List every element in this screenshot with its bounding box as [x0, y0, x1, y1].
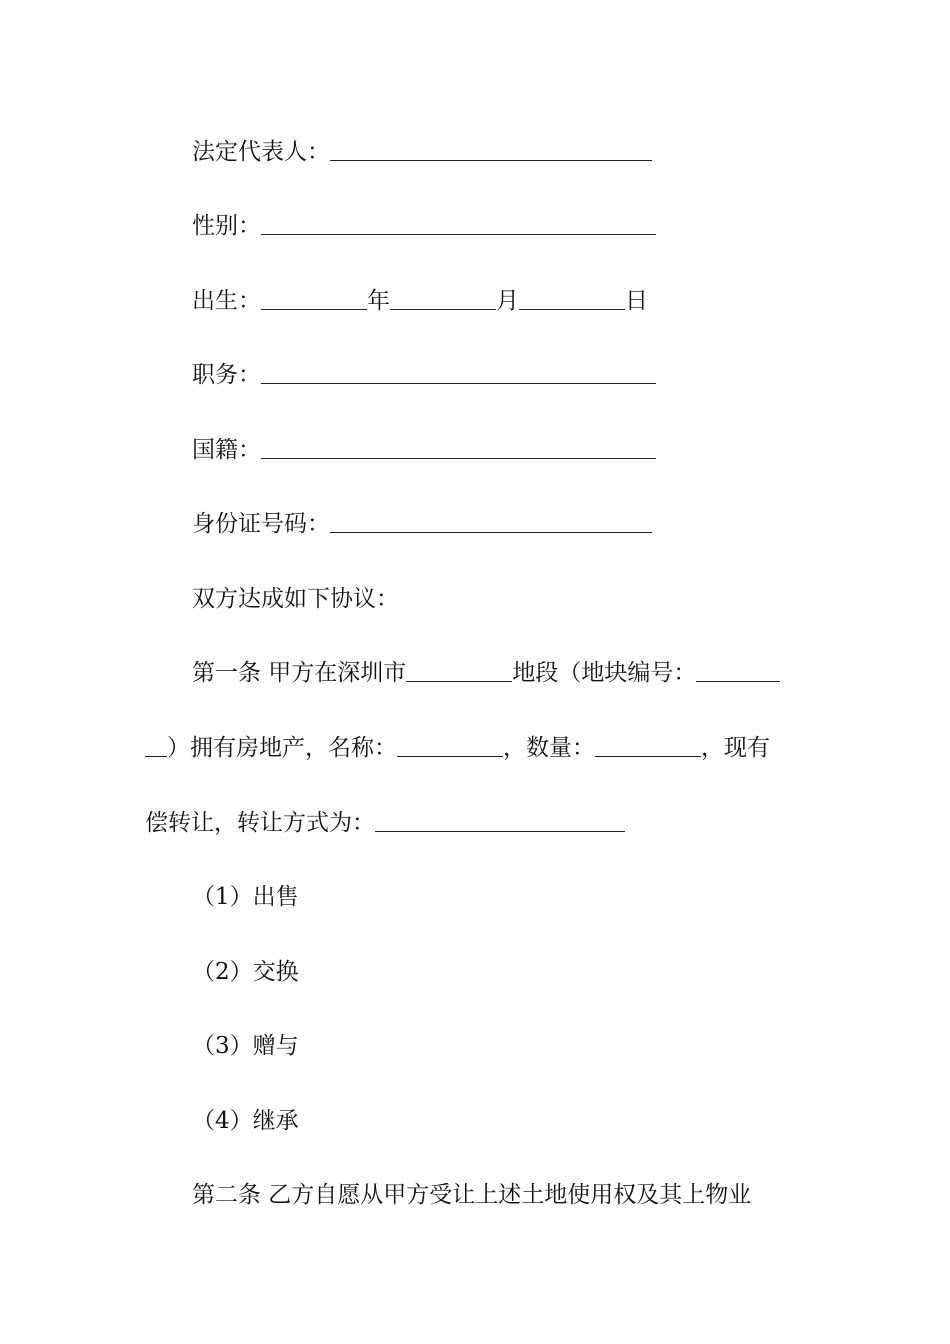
id-number-label: 身份证号码： — [192, 511, 330, 537]
nationality-row — [192, 430, 656, 470]
birth-day-blank[interactable] — [519, 279, 625, 310]
article1-part3: ）拥有房地产，名称： — [167, 735, 397, 761]
option-sale: （1）出售 — [192, 884, 299, 910]
quantity-blank[interactable] — [595, 726, 701, 757]
id-number-row — [192, 504, 652, 544]
article1-line3 — [145, 803, 625, 843]
nationality-label: 国籍： — [192, 437, 261, 463]
article2: 第二条 乙方自愿从甲方受让上述土地使用权及其上物业 — [192, 1182, 752, 1208]
transfer-method-blank[interactable] — [375, 801, 625, 832]
id-number-blank[interactable] — [330, 502, 652, 533]
option-gift: （3）赠与 — [192, 1033, 299, 1059]
property-name-blank[interactable] — [397, 726, 503, 757]
plot-number-blank-a[interactable] — [696, 651, 780, 682]
position-row — [192, 355, 656, 395]
birth-day-label: 日 — [625, 288, 648, 314]
birth-label: 出生： — [192, 288, 261, 314]
article1-line1 — [192, 653, 780, 693]
agreement-intro: 双方达成如下协议： — [192, 586, 399, 612]
article1-line2 — [145, 728, 770, 768]
legal-rep-blank[interactable] — [330, 130, 652, 161]
nationality-blank[interactable] — [261, 428, 656, 459]
article1-part6: 偿转让，转让方式为： — [145, 810, 375, 836]
birth-month-blank[interactable] — [390, 279, 496, 310]
article1-part4: ，数量： — [503, 735, 595, 761]
legal-rep-row — [192, 132, 652, 172]
legal-rep-label: 法定代表人： — [192, 139, 330, 165]
position-label: 职务： — [192, 362, 261, 388]
gender-label: 性别： — [192, 213, 261, 239]
position-blank[interactable] — [261, 353, 656, 384]
birth-row — [192, 281, 648, 321]
article1-part5: ，现有 — [701, 735, 770, 761]
article1-part2: 地段（地块编号： — [512, 660, 697, 686]
option-exchange: （2）交换 — [192, 959, 299, 985]
gender-row — [192, 206, 656, 246]
birth-year-label: 年 — [367, 288, 390, 314]
gender-blank[interactable] — [261, 204, 656, 235]
article1-part1: 第一条 甲方在深圳市 — [192, 660, 407, 686]
plot-number-blank-b[interactable] — [145, 726, 167, 757]
option-inheritance: （4）继承 — [192, 1108, 299, 1134]
birth-month-label: 月 — [496, 288, 519, 314]
birth-year-blank[interactable] — [261, 279, 367, 310]
district-blank[interactable] — [406, 651, 512, 682]
